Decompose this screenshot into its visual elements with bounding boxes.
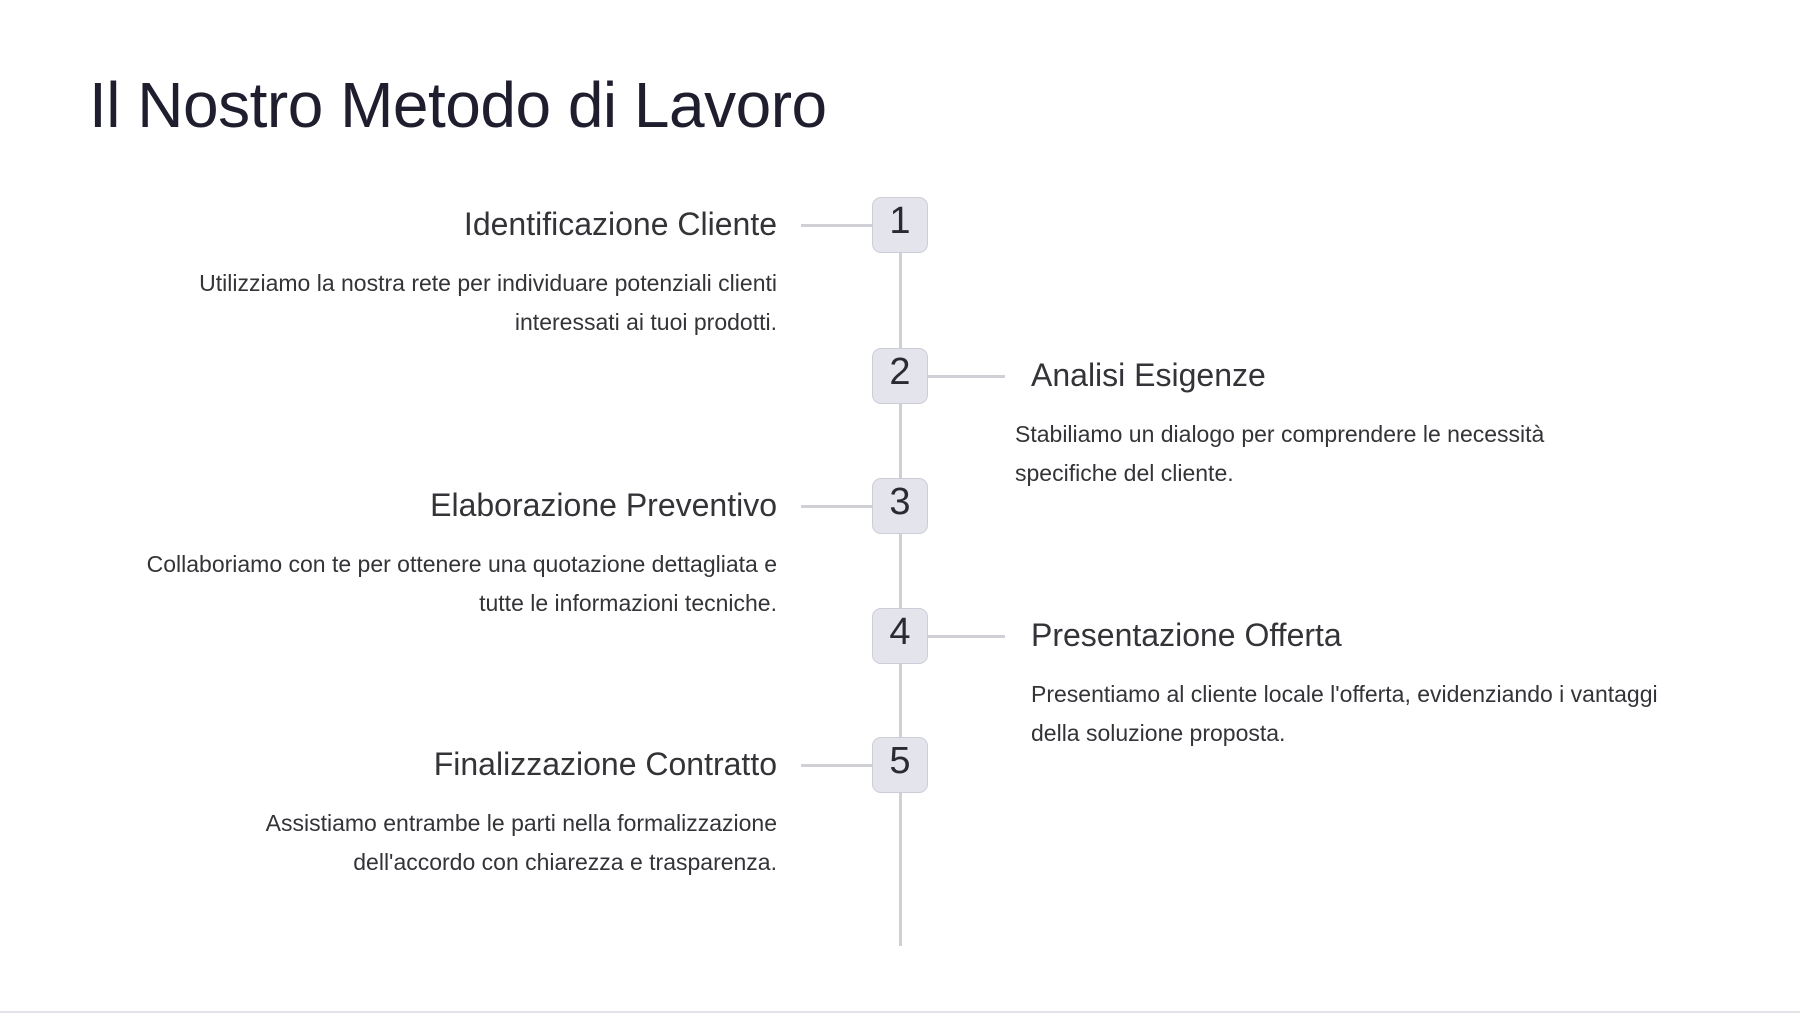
step-title-2: Analisi Esigenze [1031,357,1266,393]
step-description-3 [57,545,777,623]
step-number-badge-2 [872,348,928,404]
step-title-1: Identificazione Cliente [463,206,777,242]
step-number-badge-1 [872,197,928,253]
step-number-badge-5 [872,737,928,793]
step-number-badge-4 [872,608,928,664]
connector-step-3 [801,505,873,508]
page-title: Il Nostro Metodo di Lavoro [89,69,827,141]
step-description-1 [77,264,777,342]
timeline-line [899,222,902,946]
step-title-3: Elaborazione Preventivo [430,487,777,523]
step-number: 4 [889,610,911,653]
step-number-badge-3 [872,478,928,534]
step-description-line: tutte le informazioni tecniche. [479,590,777,616]
step-title-4: Presentazione Offerta [1031,617,1342,653]
step-description-line: interessati ai tuoi prodotti. [514,309,777,335]
step-description-line: Stabiliamo un dialogo per comprendere le necessità [1015,421,1545,447]
step-number: 2 [889,350,911,393]
step-description-line: dell'accordo con chiarezza e trasparenza. [353,849,777,875]
step-description-line: Collaboriamo con te per ottenere una quotazione dettagliata e [146,551,777,577]
step-title-5: Finalizzazione Contratto [433,746,777,782]
connector-step-4 [927,635,1005,638]
connector-step-2 [927,375,1005,378]
step-number: 3 [889,480,911,523]
connector-step-1 [801,224,873,227]
step-description-line: specifiche del cliente. [1015,460,1234,486]
connector-step-5 [801,764,873,767]
step-description-line: Utilizziamo la nostra rete per individuare potenziali clienti [199,270,777,296]
step-description-4 [1031,675,1771,753]
step-description-line: Assistiamo entrambe le parti nella formalizzazione [265,810,777,836]
step-description-2 [1015,415,1715,493]
step-description-line: Presentiamo al cliente locale l'offerta, evidenziando i vantaggi [1031,681,1658,707]
step-description-5 [77,804,777,882]
step-number: 5 [889,739,911,782]
step-number: 1 [889,199,911,242]
step-description-line: della soluzione proposta. [1031,720,1286,746]
